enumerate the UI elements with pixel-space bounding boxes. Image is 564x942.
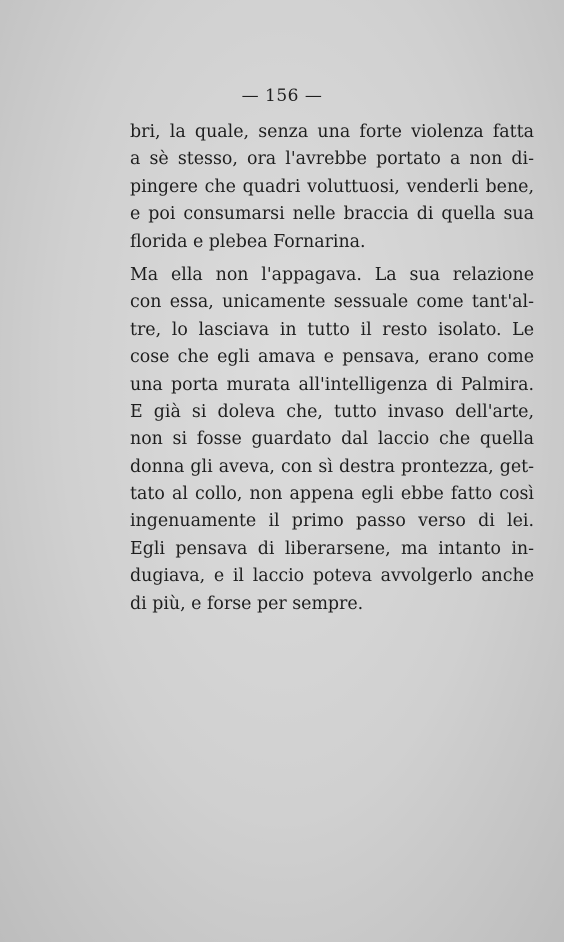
text-line: Ma ella non l'appagava. La sua relazione (130, 264, 534, 285)
text-line: e poi consumarsi nelle braccia di quella sua (130, 204, 534, 225)
text-line: con essa, unicamente sessuale come tant'al- (130, 292, 534, 313)
text-line: dugiava, e il laccio poteva avvolgerlo anche (130, 566, 534, 587)
text-line: tre, lo lasciava in tutto il resto isolato. Le (130, 319, 534, 340)
text-line: di più, e forse per sempre. (130, 593, 364, 614)
text-line: E già si doleva che, tutto invaso dell'arte, (130, 401, 534, 422)
text-line: bri, la quale, senza una forte violenza fatta (130, 122, 534, 142)
page-number: — 156 — (241, 86, 323, 106)
text-line: Egli pensava di liberarsene, ma intanto in- (130, 538, 534, 559)
text-line: tato al collo, non appena egli ebbe fatto così (130, 484, 534, 505)
text-line: pingere che quadri voluttuosi, venderli bene, (130, 176, 534, 197)
text-line: non si fosse guardato dal laccio che quella (130, 429, 534, 450)
body-text (130, 119, 534, 618)
text-line: una porta murata all'intelligenza di Palmira. (130, 374, 534, 395)
text-line: florida e plebea Fornarina. (130, 231, 366, 252)
text-line: a sè stesso, ora l'avrebbe portato a non di- (130, 149, 534, 170)
text-line: cose che egli amava e pensava, erano come (130, 347, 534, 368)
text-line: donna gli aveva, con sì destra prontezza, get- (130, 456, 534, 477)
text-line: ingenuamente il primo passo verso di lei. (130, 511, 534, 532)
